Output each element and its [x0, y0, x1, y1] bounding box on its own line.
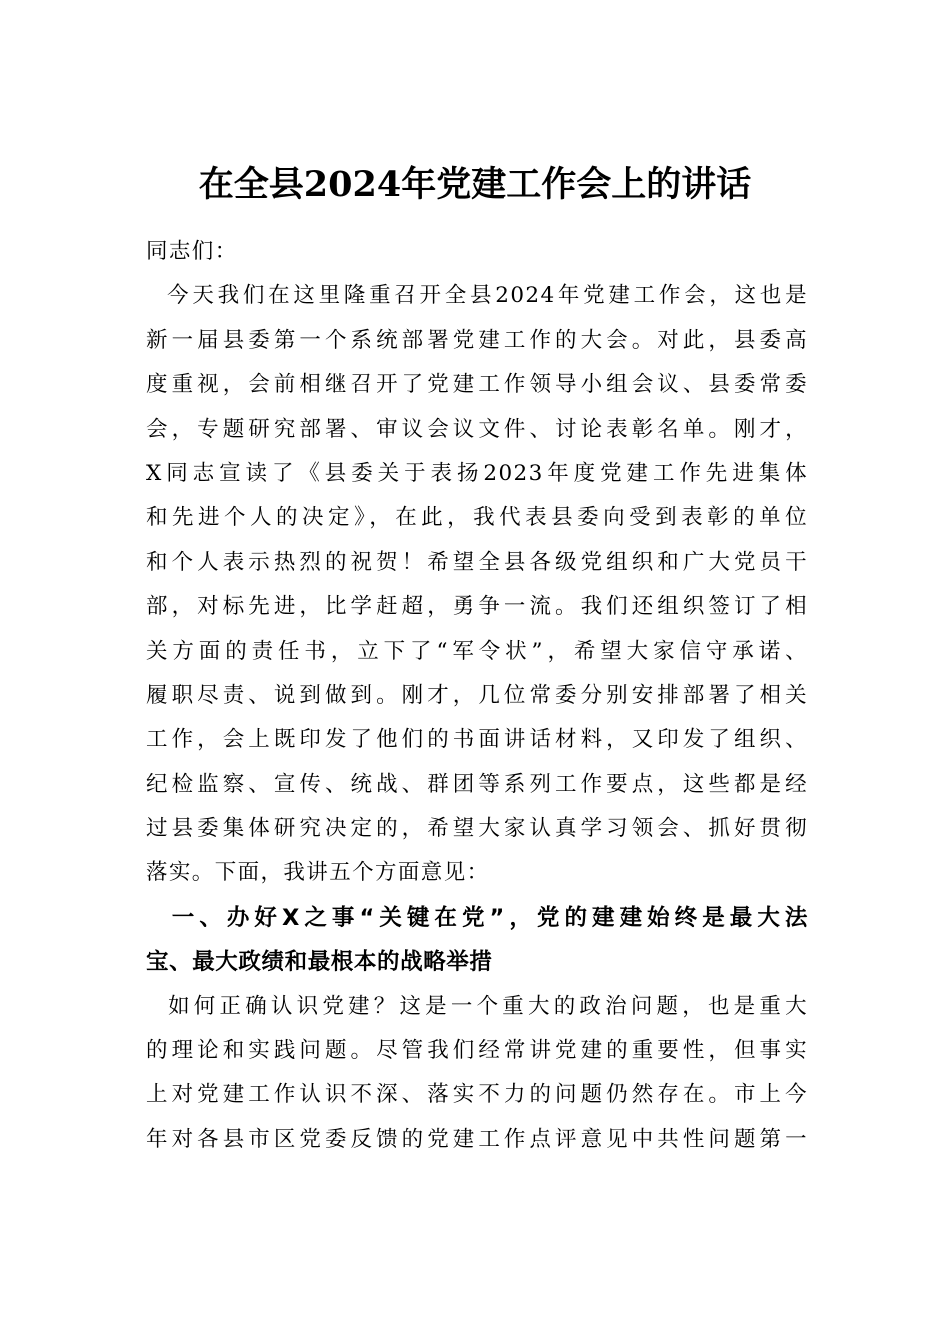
- paragraph-line: 部，对标先进，比学赶超，勇争一流。我们还组织签订了相: [146, 594, 808, 620]
- section-heading-1: [146, 896, 808, 985]
- document-body: [146, 230, 808, 1162]
- document-title: 在全县2024年党建工作会上的讲话: [198, 164, 752, 205]
- paragraph-line: 关方面的责任书，立下了“军令状”，希望大家信守承诺、: [146, 638, 808, 664]
- paragraph-opening: [146, 274, 808, 895]
- paragraph-line: 如何正确认识党建？这是一个重大的政治问题，也是重大: [146, 993, 808, 1019]
- paragraph-line: 和先进个人的决定》，在此，我代表县委向受到表彰的单位: [146, 505, 808, 531]
- paragraph-line: 会，专题研究部署、审议会议文件、讨论表彰名单。刚才，: [146, 416, 808, 442]
- paragraph-line: X同志宣读了《县委关于表扬2023年度党建工作先进集体: [146, 460, 808, 486]
- paragraph-line: 今天我们在这里隆重召开全县2024年党建工作会，这也是: [146, 283, 808, 309]
- heading-line: 一、办好X之事“关键在党”，党的建建始终是最大法: [146, 904, 808, 931]
- salutation: 同志们：: [146, 239, 238, 264]
- paragraph-line: 过县委集体研究决定的，希望大家认真学习领会、抓好贯彻: [146, 816, 808, 842]
- paragraph-line: 新一届县委第一个系统部署党建工作的大会。对此，县委高: [146, 327, 808, 353]
- paragraph-line: 上对党建工作认识不深、落实不力的问题仍然存在。市上今: [146, 1082, 808, 1108]
- paragraph-section-1: [146, 985, 808, 1163]
- paragraph-line: 工作，会上既印发了他们的书面讲话材料，又印发了组织、: [146, 727, 808, 753]
- paragraph-line: 的理论和实践问题。尽管我们经常讲党建的重要性，但事实: [146, 1038, 808, 1064]
- paragraph-line: 纪检监察、宣传、统战、群团等系列工作要点，这些都是经: [146, 771, 808, 797]
- paragraph-line: 年对各县市区党委反馈的党建工作点评意见中共性问题第一: [146, 1126, 808, 1152]
- paragraph-line: 履职尽责、说到做到。刚才，几位常委分别安排部署了相关: [146, 682, 808, 708]
- paragraph-line: 和个人表示热烈的祝贺！希望全县各级党组织和广大党员干: [146, 549, 808, 575]
- paragraph-line: 落实。下面，我讲五个方面意见：: [146, 860, 490, 886]
- heading-line: 宝、最大政绩和最根本的战略举措: [146, 949, 493, 976]
- paragraph-line: 度重视，会前相继召开了党建工作领导小组会议、县委常委: [146, 372, 808, 398]
